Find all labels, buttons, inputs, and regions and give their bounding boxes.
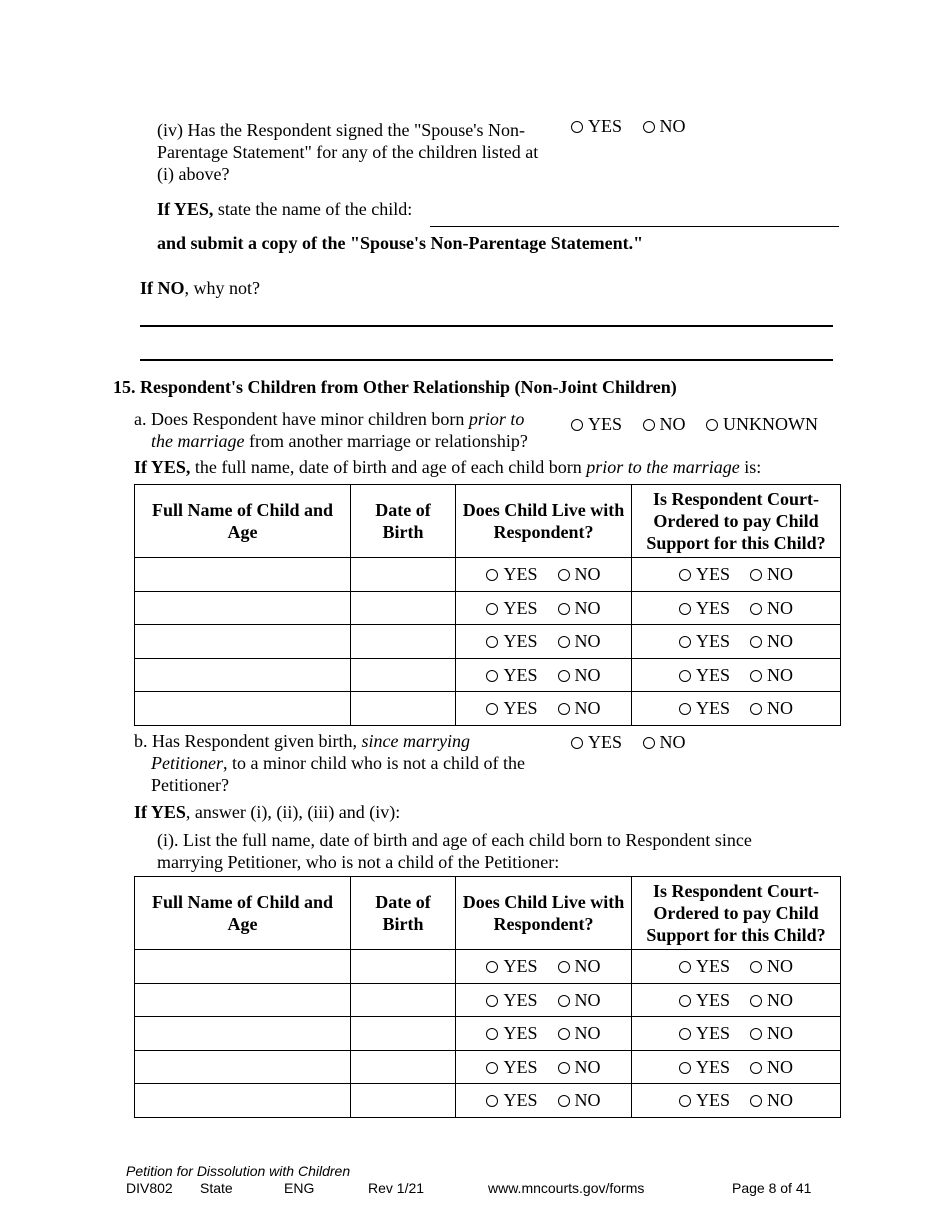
footer bbox=[126, 1163, 846, 1203]
lives-with-respondent-cell bbox=[456, 1017, 632, 1051]
yes-label: YES bbox=[695, 1090, 730, 1111]
no-label: NO bbox=[574, 564, 601, 585]
yes-label: YES bbox=[503, 698, 538, 719]
radio-circle-icon bbox=[571, 419, 583, 431]
radio-circle-icon bbox=[750, 961, 762, 973]
no-label: NO bbox=[767, 564, 793, 585]
child-name-cell[interactable] bbox=[135, 658, 351, 692]
radio-circle-icon bbox=[750, 1095, 762, 1107]
radio-circle-icon bbox=[558, 670, 570, 682]
yes-radio[interactable] bbox=[679, 665, 730, 685]
table-row bbox=[135, 591, 841, 625]
yes-radio[interactable] bbox=[486, 631, 537, 651]
no-radio[interactable] bbox=[558, 956, 601, 976]
date-of-birth-cell[interactable] bbox=[351, 983, 456, 1017]
no-radio[interactable] bbox=[558, 1023, 601, 1043]
lives-with-respondent-cell bbox=[456, 983, 632, 1017]
lives-with-respondent-cell bbox=[456, 591, 632, 625]
b-if-yes-bold: If YES bbox=[134, 802, 186, 822]
no-label: NO bbox=[574, 698, 601, 719]
radio-circle-icon bbox=[679, 1095, 691, 1107]
no-label: NO bbox=[767, 597, 793, 618]
a-if-yes-t3: is: bbox=[739, 457, 762, 477]
radio-circle-icon bbox=[643, 737, 655, 749]
footer-form-code: DIV802 bbox=[126, 1180, 173, 1196]
no-radio[interactable] bbox=[750, 564, 793, 584]
question-b-t2: since marrying bbox=[361, 731, 470, 751]
question-b-yes-radio[interactable] bbox=[571, 732, 622, 752]
no-radio[interactable] bbox=[558, 698, 601, 718]
radio-circle-icon bbox=[571, 737, 583, 749]
header-date-of-birth: Date of Birth bbox=[351, 485, 456, 558]
no-radio[interactable] bbox=[558, 631, 601, 651]
radio-circle-icon bbox=[486, 1062, 498, 1074]
yes-radio[interactable] bbox=[679, 598, 730, 618]
question-b-options bbox=[571, 731, 702, 753]
yes-label: YES bbox=[588, 116, 623, 136]
footer-website[interactable]: www.mncourts.gov/forms bbox=[488, 1180, 645, 1196]
date-of-birth-cell[interactable] bbox=[351, 1017, 456, 1051]
no-radio[interactable] bbox=[750, 1090, 793, 1110]
court-ordered-support-cell bbox=[632, 950, 841, 984]
radio-circle-icon bbox=[679, 670, 691, 682]
date-of-birth-cell[interactable] bbox=[351, 950, 456, 984]
radio-circle-icon bbox=[679, 569, 691, 581]
yes-label: YES bbox=[503, 1023, 538, 1044]
radio-circle-icon bbox=[486, 961, 498, 973]
if-yes-child-name-label bbox=[157, 198, 412, 220]
radio-circle-icon bbox=[679, 995, 691, 1007]
no-label: NO bbox=[574, 1056, 601, 1077]
yes-radio[interactable] bbox=[486, 1023, 537, 1043]
a-if-yes-t1: the full name, date of birth and age of each child born bbox=[190, 457, 587, 477]
question-a-yes-radio[interactable] bbox=[571, 414, 622, 434]
child-name-cell[interactable] bbox=[135, 983, 351, 1017]
child-name-input-line[interactable] bbox=[430, 226, 839, 227]
yes-radio[interactable] bbox=[679, 698, 730, 718]
table-row bbox=[135, 1050, 841, 1084]
yes-radio[interactable] bbox=[679, 956, 730, 976]
date-of-birth-cell[interactable] bbox=[351, 625, 456, 659]
yes-radio[interactable] bbox=[679, 1057, 730, 1077]
no-radio[interactable] bbox=[750, 1023, 793, 1043]
if-no-why-label bbox=[140, 277, 260, 299]
lives-with-respondent-cell bbox=[456, 658, 632, 692]
radio-circle-icon bbox=[750, 569, 762, 581]
lives-with-respondent-cell bbox=[456, 950, 632, 984]
yes-label: YES bbox=[588, 414, 623, 434]
no-radio[interactable] bbox=[750, 1057, 793, 1077]
lives-with-respondent-cell bbox=[456, 625, 632, 659]
yes-label: YES bbox=[695, 698, 730, 719]
no-label: NO bbox=[767, 1056, 793, 1077]
table-row bbox=[135, 983, 841, 1017]
table-row bbox=[135, 692, 841, 726]
footer-jurisdiction: State bbox=[200, 1180, 233, 1196]
question-a-t2: prior to bbox=[468, 409, 525, 429]
yes-radio[interactable] bbox=[679, 1090, 730, 1110]
radio-circle-icon bbox=[750, 703, 762, 715]
yes-label: YES bbox=[588, 732, 623, 752]
question-a-no-radio[interactable] bbox=[643, 414, 686, 434]
radio-circle-icon bbox=[679, 703, 691, 715]
radio-circle-icon bbox=[558, 1062, 570, 1074]
children-since-marriage-table bbox=[134, 876, 841, 1118]
yes-radio[interactable] bbox=[486, 1057, 537, 1077]
no-label: NO bbox=[574, 631, 601, 652]
no-label: NO bbox=[659, 732, 686, 752]
radio-circle-icon bbox=[558, 961, 570, 973]
question-iv-options bbox=[571, 115, 702, 137]
date-of-birth-cell[interactable] bbox=[351, 1084, 456, 1118]
yes-label: YES bbox=[503, 631, 538, 652]
question-b-i-text: (i). List the full name, date of birth and age of each child born to Respondent since marrying Petitioner, who is not a child of the Petitioner: bbox=[157, 830, 752, 872]
if-yes-bold: If YES, bbox=[157, 199, 214, 219]
court-ordered-support-cell bbox=[632, 1050, 841, 1084]
question-a-options bbox=[571, 413, 834, 435]
court-ordered-support-cell bbox=[632, 591, 841, 625]
children-prior-table bbox=[134, 484, 841, 726]
if-no-bold: If NO bbox=[140, 278, 185, 298]
radio-circle-icon bbox=[706, 419, 718, 431]
no-radio[interactable] bbox=[750, 631, 793, 651]
table-row bbox=[135, 558, 841, 592]
submit-statement-text: and submit a copy of the "Spouse's Non-Parentage Statement." bbox=[157, 233, 644, 253]
radio-circle-icon bbox=[486, 1095, 498, 1107]
footer-form-title: Petition for Dissolution with Children bbox=[126, 1163, 351, 1179]
table-row bbox=[135, 950, 841, 984]
footer-page-number: Page 8 of 41 bbox=[732, 1180, 812, 1196]
radio-circle-icon bbox=[558, 1028, 570, 1040]
yes-radio[interactable] bbox=[486, 698, 537, 718]
radio-circle-icon bbox=[750, 1028, 762, 1040]
question-b-if-yes-text bbox=[134, 801, 400, 823]
date-of-birth-cell[interactable] bbox=[351, 1050, 456, 1084]
question-a-t3: the marriage bbox=[151, 431, 245, 451]
no-radio[interactable] bbox=[750, 990, 793, 1010]
radio-circle-icon bbox=[750, 1062, 762, 1074]
header-date-of-birth: Date of Birth bbox=[351, 877, 456, 950]
yes-radio[interactable] bbox=[679, 1023, 730, 1043]
radio-circle-icon bbox=[750, 670, 762, 682]
radio-circle-icon bbox=[679, 961, 691, 973]
child-name-cell[interactable] bbox=[135, 558, 351, 592]
radio-circle-icon bbox=[679, 636, 691, 648]
header-court-ordered-support: Is Respondent Court-Ordered to pay Child Support for this Child? bbox=[632, 485, 841, 558]
yes-label: YES bbox=[695, 597, 730, 618]
no-label: NO bbox=[574, 1023, 601, 1044]
no-label: NO bbox=[574, 1090, 601, 1111]
yes-radio[interactable] bbox=[679, 631, 730, 651]
radio-circle-icon bbox=[558, 603, 570, 615]
lives-with-respondent-cell bbox=[456, 558, 632, 592]
child-name-cell[interactable] bbox=[135, 692, 351, 726]
radio-circle-icon bbox=[558, 569, 570, 581]
no-label: NO bbox=[574, 989, 601, 1010]
date-of-birth-cell[interactable] bbox=[351, 591, 456, 625]
court-ordered-support-cell bbox=[632, 692, 841, 726]
a-if-yes-t2: prior to the marriage bbox=[586, 457, 740, 477]
court-ordered-support-cell bbox=[632, 1017, 841, 1051]
yes-label: YES bbox=[695, 564, 730, 585]
question-b-no-radio[interactable] bbox=[643, 732, 686, 752]
lives-with-respondent-cell bbox=[456, 692, 632, 726]
radio-circle-icon bbox=[486, 995, 498, 1007]
question-b-t5: Petitioner? bbox=[151, 775, 229, 795]
no-label: NO bbox=[659, 414, 686, 434]
yes-radio[interactable] bbox=[486, 564, 537, 584]
no-label: NO bbox=[767, 1023, 793, 1044]
no-label: NO bbox=[659, 116, 686, 136]
question-a-t1: a. Does Respondent have minor children born bbox=[134, 409, 469, 429]
lives-with-respondent-cell bbox=[456, 1084, 632, 1118]
question-a-if-yes-text bbox=[134, 456, 761, 478]
yes-label: YES bbox=[695, 956, 730, 977]
no-label: NO bbox=[767, 664, 793, 685]
question-a-text bbox=[134, 408, 554, 452]
a-if-yes-bold: If YES, bbox=[134, 457, 191, 477]
yes-label: YES bbox=[503, 956, 538, 977]
radio-circle-icon bbox=[643, 419, 655, 431]
date-of-birth-cell[interactable] bbox=[351, 558, 456, 592]
no-label: NO bbox=[574, 956, 601, 977]
yes-label: YES bbox=[503, 1056, 538, 1077]
yes-label: YES bbox=[503, 597, 538, 618]
header-full-name: Full Name of Child and Age bbox=[135, 877, 351, 950]
yes-label: YES bbox=[503, 664, 538, 685]
no-radio[interactable] bbox=[750, 598, 793, 618]
yes-radio[interactable] bbox=[679, 564, 730, 584]
radio-circle-icon bbox=[750, 995, 762, 1007]
child-name-cell[interactable] bbox=[135, 1017, 351, 1051]
question-a-t4: from another marriage or relationship? bbox=[244, 431, 528, 451]
no-radio[interactable] bbox=[558, 990, 601, 1010]
court-ordered-support-cell bbox=[632, 658, 841, 692]
no-label: NO bbox=[574, 664, 601, 685]
yes-label: YES bbox=[503, 989, 538, 1010]
question-iv-no-radio[interactable] bbox=[643, 116, 686, 136]
table-row bbox=[135, 1017, 841, 1051]
date-of-birth-cell[interactable] bbox=[351, 692, 456, 726]
question-b-t4: , to a minor child who is not a child of the bbox=[222, 753, 525, 773]
table-row bbox=[135, 658, 841, 692]
question-b-t1: b. Has Respondent given birth, bbox=[134, 731, 362, 751]
yes-radio[interactable] bbox=[679, 990, 730, 1010]
header-lives-with-respondent: Does Child Live with Respondent? bbox=[456, 485, 632, 558]
yes-label: YES bbox=[695, 1023, 730, 1044]
no-radio[interactable] bbox=[558, 665, 601, 685]
yes-label: YES bbox=[503, 1090, 538, 1111]
radio-circle-icon bbox=[486, 603, 498, 615]
radio-circle-icon bbox=[750, 603, 762, 615]
yes-label: YES bbox=[695, 989, 730, 1010]
radio-circle-icon bbox=[558, 703, 570, 715]
no-radio[interactable] bbox=[558, 598, 601, 618]
yes-label: YES bbox=[695, 631, 730, 652]
no-label: NO bbox=[767, 956, 793, 977]
court-ordered-support-cell bbox=[632, 558, 841, 592]
header-court-ordered-support: Is Respondent Court-Ordered to pay Child Support for this Child? bbox=[632, 877, 841, 950]
question-b-text bbox=[134, 730, 554, 796]
why-not-input-line-2[interactable] bbox=[140, 359, 833, 361]
no-label: NO bbox=[767, 1090, 793, 1111]
if-yes-rest: state the name of the child: bbox=[213, 199, 413, 219]
why-not-input-line-1[interactable] bbox=[140, 325, 833, 327]
no-label: NO bbox=[767, 698, 793, 719]
question-b-t3: Petitioner bbox=[151, 753, 223, 773]
radio-circle-icon bbox=[679, 603, 691, 615]
question-iv-text: (iv) Has the Respondent signed the "Spouse's Non-Parentage Statement" for any of the children listed at (i) above? bbox=[157, 120, 539, 184]
court-ordered-support-cell bbox=[632, 1084, 841, 1118]
footer-revision: Rev 1/21 bbox=[368, 1180, 425, 1196]
no-label: NO bbox=[767, 989, 793, 1010]
radio-circle-icon bbox=[558, 995, 570, 1007]
no-label: NO bbox=[767, 631, 793, 652]
yes-label: YES bbox=[695, 664, 730, 685]
court-ordered-support-cell bbox=[632, 625, 841, 659]
radio-circle-icon bbox=[486, 703, 498, 715]
yes-radio[interactable] bbox=[486, 665, 537, 685]
date-of-birth-cell[interactable] bbox=[351, 658, 456, 692]
child-name-cell[interactable] bbox=[135, 591, 351, 625]
unknown-label: UNKNOWN bbox=[723, 414, 818, 434]
section-15-title: 15. Respondent's Children from Other Relationship (Non-Joint Children) bbox=[113, 377, 677, 397]
yes-radio[interactable] bbox=[486, 1090, 537, 1110]
radio-circle-icon bbox=[750, 636, 762, 648]
no-label: NO bbox=[574, 597, 601, 618]
radio-circle-icon bbox=[679, 1062, 691, 1074]
table-row bbox=[135, 625, 841, 659]
court-ordered-support-cell bbox=[632, 983, 841, 1017]
lives-with-respondent-cell bbox=[456, 1050, 632, 1084]
radio-circle-icon bbox=[643, 121, 655, 133]
table-row bbox=[135, 1084, 841, 1118]
if-no-rest: , why not? bbox=[184, 278, 260, 298]
child-name-cell[interactable] bbox=[135, 950, 351, 984]
footer-language: ENG bbox=[284, 1180, 315, 1196]
b-if-yes-rest: , answer (i), (ii), (iii) and (iv): bbox=[185, 802, 401, 822]
no-radio[interactable] bbox=[558, 564, 601, 584]
yes-radio[interactable] bbox=[486, 598, 537, 618]
no-radio[interactable] bbox=[750, 665, 793, 685]
yes-radio[interactable] bbox=[486, 956, 537, 976]
child-name-cell[interactable] bbox=[135, 625, 351, 659]
radio-circle-icon bbox=[571, 121, 583, 133]
question-a-unknown-radio[interactable] bbox=[706, 414, 818, 434]
radio-circle-icon bbox=[486, 1028, 498, 1040]
question-iv-yes-radio[interactable] bbox=[571, 116, 622, 136]
no-radio[interactable] bbox=[750, 698, 793, 718]
yes-label: YES bbox=[503, 564, 538, 585]
no-radio[interactable] bbox=[558, 1090, 601, 1110]
radio-circle-icon bbox=[486, 670, 498, 682]
yes-label: YES bbox=[695, 1056, 730, 1077]
radio-circle-icon bbox=[558, 1095, 570, 1107]
radio-circle-icon bbox=[558, 636, 570, 648]
header-full-name: Full Name of Child and Age bbox=[135, 485, 351, 558]
yes-radio[interactable] bbox=[486, 990, 537, 1010]
header-lives-with-respondent: Does Child Live with Respondent? bbox=[456, 877, 632, 950]
no-radio[interactable] bbox=[558, 1057, 601, 1077]
radio-circle-icon bbox=[486, 569, 498, 581]
child-name-cell[interactable] bbox=[135, 1050, 351, 1084]
no-radio[interactable] bbox=[750, 956, 793, 976]
radio-circle-icon bbox=[679, 1028, 691, 1040]
radio-circle-icon bbox=[486, 636, 498, 648]
child-name-cell[interactable] bbox=[135, 1084, 351, 1118]
